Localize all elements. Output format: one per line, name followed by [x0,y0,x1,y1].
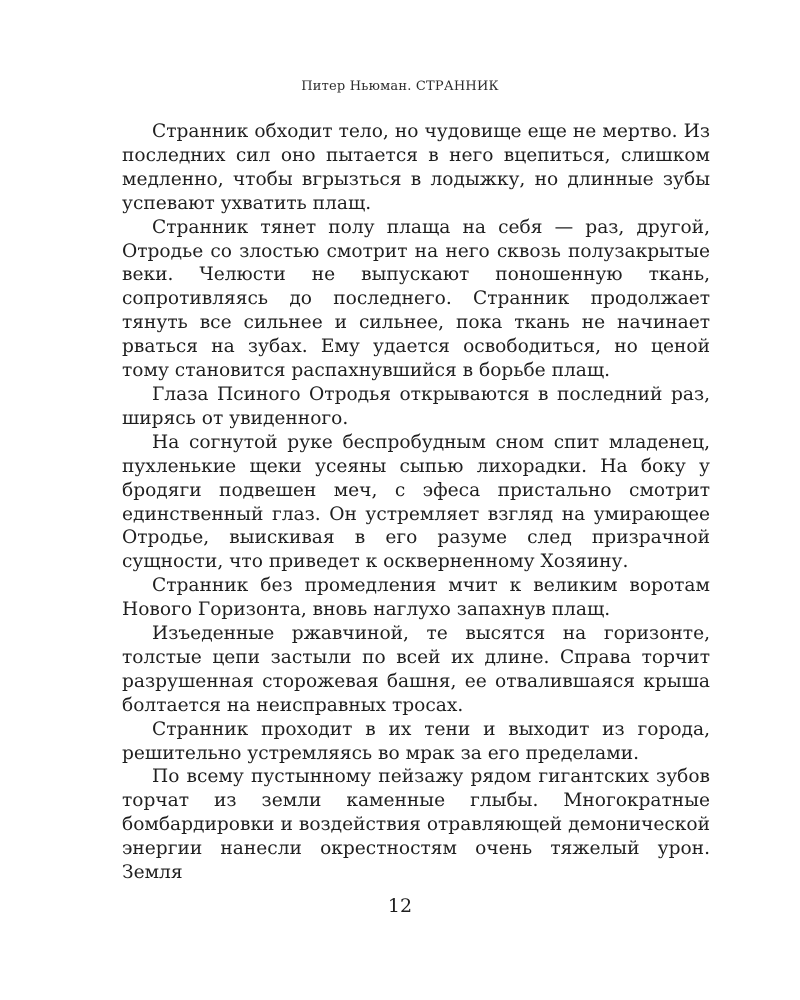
paragraph: Странник проходит в их тени и выходит из города, решительно устремляясь во мрак за его пределами. [122,718,710,764]
paragraph: Странник тянет полу плаща на себя — раз, другой, Отродье со злостью смотрит на него сквозь полузакрытые веки. Челюсти не выпускают поношенную ткань, сопротивляясь до последнего. Странник продолжает тянуть все сильнее и сильнее, пока ткань не начинает рваться на зубах. Ему удается освободиться, но ценой тому становится распахнувшийся в борьбе плащ. [122,216,710,382]
running-title: Питер Ньюман. СТРАННИК [301,79,499,94]
paragraph: На согнутой руке беспробудным сном спит младенец, пухленькие щеки усеяны сыпью лихорадки. На боку у бродяги подвешен меч, с эфеса пристально смотрит единственный глаз. Он устремляет взгляд на умирающее Отродье, выискивая в его разуме след призрачной сущности, что приведет к оскверненному Хозяину. [122,431,710,573]
paragraph: Странник обходит тело, но чудовище еще не мертво. Из последних сил оно пытается в него вцепиться, слишком медленно, чтобы вгрызться в лодыжку, но длинные зубы успевают ухватить плащ. [122,121,710,214]
page-number: 12 [387,895,413,917]
paragraph: Изъеденные ржавчиной, те высятся на горизонте, толстые цепи застыли по всей их длине. Справа торчит разрушенная сторожевая башня, ее отвалившаяся крыша болтается на неисправных тросах. [122,623,710,716]
paragraph: По всему пустынному пейзажу рядом гигантских зубов торчат из земли каменные глыбы. Многократные бомбардировки и воздействия отравляющей демонической энергии нанесли окрестностям очень тяжелый урон. Земля [122,766,710,884]
paragraph: Глаза Псиного Отродья открываются в последний раз, ширясь от увиденного. [122,383,710,429]
page-body [122,120,710,885]
paragraph: Странник без промедления мчит к великим воротам Нового Горизонта, вновь наглухо запахнув плащ. [122,575,710,621]
